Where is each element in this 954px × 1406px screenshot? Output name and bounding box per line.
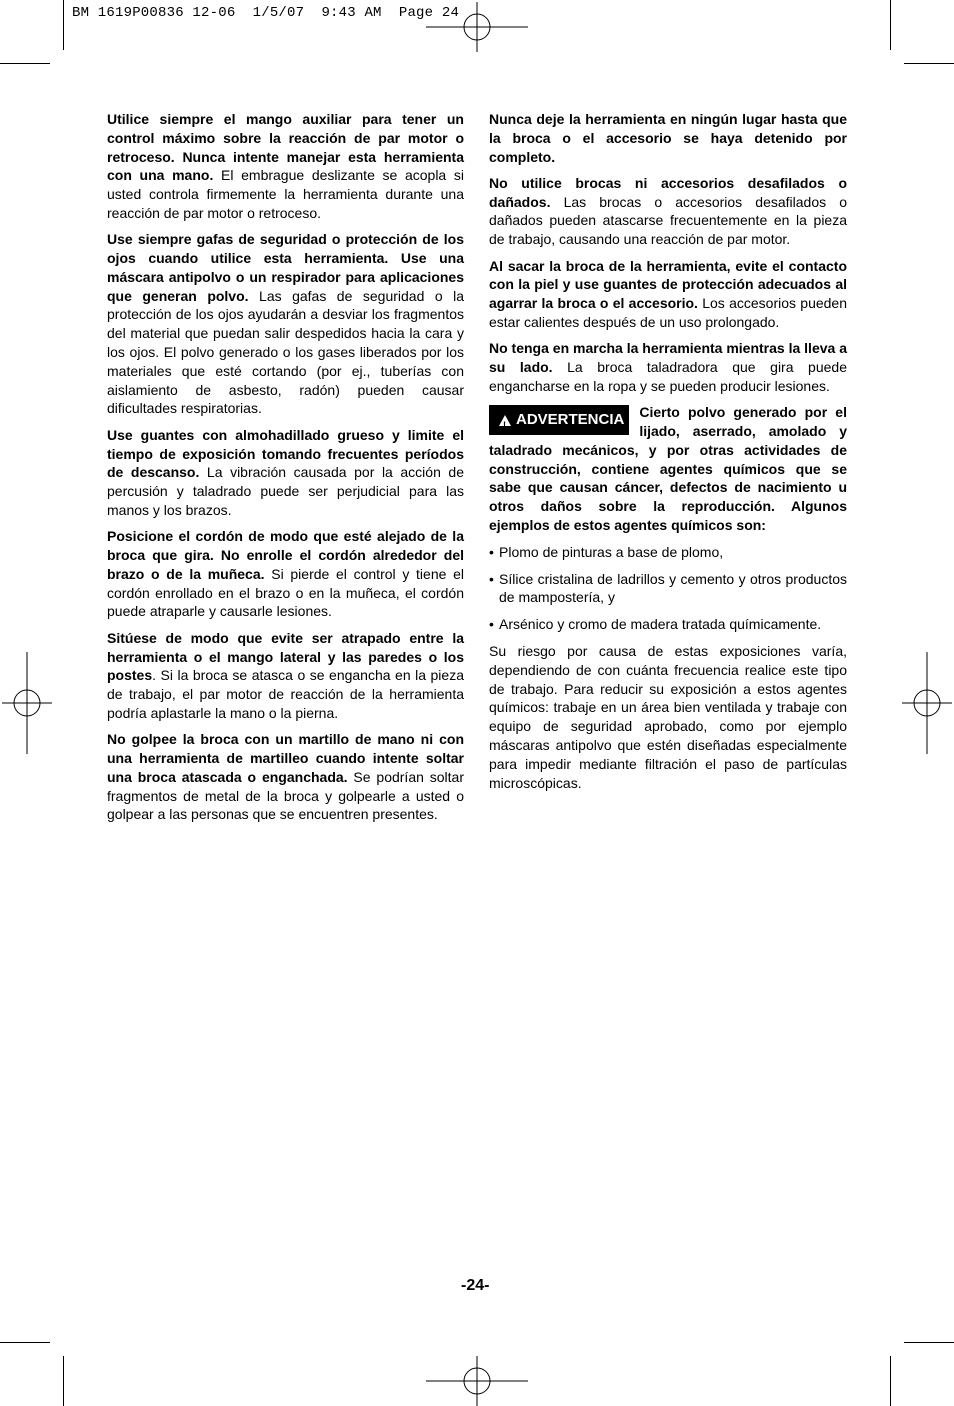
crop-mark bbox=[890, 0, 891, 50]
paragraph-body: El embrague deslizante se acopla si usted controla firmemente la herramienta durante una reacción de par motor o retroceso. bbox=[107, 167, 464, 221]
crop-mark bbox=[0, 63, 50, 64]
closing-paragraph: Su riesgo por causa de estas exposiciones varía, dependiendo de con cuánta frecuencia realice este tipo de trabajo. Para reducir su exposición a estos agentes químicos: trabaje en un área bien ventilada y trabaje con equipo de seguridad aprobado, como por ejemplo máscaras antipolvo que estén diseñadas especialmente para impedir mediante filtración el paso de partículas microscópicas. bbox=[489, 642, 847, 791]
paragraph-heading: No tenga en marcha la herramienta mientras la lleva a su lado. bbox=[489, 340, 847, 376]
paragraph-heading: Al sacar la broca de la herramienta, evite el contacto con la piel y use guantes de protección adecuados al agarrar la broca o el accesorio. bbox=[489, 257, 847, 312]
paragraph-body: Los accesorios pueden estar calientes después de un uso prolongado. bbox=[489, 295, 847, 330]
printer-slug: BM 1619P00836 12-06 1/5/07 9:43 AM Page 24 bbox=[72, 5, 460, 21]
paragraph-body: La broca taladradora que gira puede engancharse en la ropa y se pueden producir lesiones. bbox=[489, 359, 847, 394]
crop-mark bbox=[890, 1356, 891, 1406]
list-item-text: Sílice cristalina de ladrillos y cemento y otros productos de mampostería, y bbox=[499, 570, 847, 606]
paragraph-body: La vibración causada por la acción de percusión y taladrado puede ser perjudicial para las manos y los brazos. bbox=[107, 464, 464, 518]
paragraph-body: . Si la broca se atasca o se engancha en la pieza de trabajo, el par motor de reacción de la herramienta podría aplastarle la mano o la pierna. bbox=[107, 667, 464, 721]
list-item bbox=[489, 570, 847, 608]
registration-mark-left bbox=[2, 652, 52, 754]
bullet-icon: • bbox=[489, 543, 494, 560]
paragraph-body: Las brocas o accesorios desafilados o dañados pueden atascarse frecuentemente en la pieza de trabajo, causando una reacción de par motor. bbox=[489, 193, 847, 248]
bullet-icon: • bbox=[489, 570, 494, 587]
paragraph-heading: Nunca deje la herramienta en ningún lugar hasta que la broca o el accesorio se haya detenido por completo. bbox=[489, 111, 847, 165]
warning-label: ADVERTENCIA bbox=[516, 410, 625, 428]
crop-mark bbox=[904, 63, 954, 64]
crop-mark bbox=[0, 1342, 50, 1343]
list-item bbox=[489, 615, 847, 634]
paragraph-body: Si pierde el control y tiene el cordón enrollado en el brazo o en la muñeca, el cordón puede atraparle y causarle lesiones. bbox=[107, 565, 465, 620]
registration-mark-right bbox=[902, 652, 952, 754]
crop-mark bbox=[63, 1356, 64, 1406]
bullet-icon: • bbox=[489, 616, 494, 633]
paragraph bbox=[107, 730, 464, 824]
paragraph-heading: Use siempre gafas de seguridad o protección de los ojos cuando utilice esta herramienta. Use una máscara antipolvo o un respirador para aplicaciones que generan polvo. bbox=[107, 231, 464, 304]
paragraph-heading: No golpee la broca con un martillo de mano ni con una herramienta de martilleo cuando intente soltar una broca atascada o enganchada. bbox=[107, 731, 464, 785]
paragraph bbox=[107, 426, 464, 520]
left-column bbox=[107, 110, 464, 832]
paragraph bbox=[107, 527, 464, 621]
paragraph-heading: Utilice siempre el mango auxiliar para tener un control máximo sobre la reacción de par motor o retroceso. Nunca intente manejar esta herramienta con una mano. bbox=[107, 111, 464, 184]
warning-text: Cierto polvo generado por el lijado, aserrado, amolado y taladrado mecánicos, y por otras actividades de construcción, contiene agentes químicos que se sabe que causan cáncer, defectos de nacimiento u otros daños sobre la reproducción. Algunos ejemplos de estos agentes químicos son: bbox=[489, 404, 847, 533]
paragraph-heading: Use guantes con almohadillado grueso y limite el tiempo de exposición tomando frecuentes períodos de descanso. bbox=[107, 426, 464, 481]
paragraph bbox=[107, 230, 464, 418]
paragraph-heading: No utilice brocas ni accesorios desafilados o dañados. bbox=[489, 174, 847, 210]
paragraph-body: Se podrían soltar fragmentos de metal de la broca y golpearle a usted o golpear a las personas que se encuentren presentes. bbox=[107, 768, 464, 823]
list-item-text: Plomo de pinturas a base de plomo, bbox=[499, 543, 724, 560]
warning-block bbox=[489, 403, 847, 535]
paragraph bbox=[489, 339, 847, 395]
paragraph-heading: Sitúese de modo que evite ser atrapado entre la herramienta o el mango lateral y las paredes o los postes bbox=[107, 629, 464, 684]
warning-badge bbox=[489, 405, 629, 435]
registration-mark-bottom bbox=[426, 1356, 528, 1406]
paragraph bbox=[489, 110, 847, 166]
paragraph-heading: Posicione el cordón de modo que esté alejado de la broca que gira. No enrolle el cordón alrededor del brazo o de la muñeca. bbox=[107, 528, 464, 582]
registration-mark-top bbox=[426, 2, 528, 52]
crop-mark bbox=[904, 1342, 954, 1343]
paragraph bbox=[489, 174, 847, 249]
paragraph bbox=[107, 110, 464, 223]
paragraph bbox=[107, 629, 464, 723]
paragraph-body: Las gafas de seguridad o la protección de los ojos ayudarán a desviar los fragmentos del material que puedan salir despedidos hacia la cara y los ojos. El polvo generado o los gases liberados por los materiales que esté cortando (por ej., tuberías con aislamiento de asbesto, radón) pueden causar dificultades respiratorias. bbox=[107, 287, 464, 417]
page-number: -24- bbox=[461, 1277, 490, 1294]
right-column bbox=[489, 110, 847, 800]
crop-mark bbox=[63, 0, 64, 50]
paragraph bbox=[489, 257, 847, 332]
list-item-text: Arsénico y cromo de madera tratada químicamente. bbox=[499, 616, 822, 633]
warning-triangle-icon bbox=[499, 415, 511, 426]
list-item bbox=[489, 543, 847, 562]
